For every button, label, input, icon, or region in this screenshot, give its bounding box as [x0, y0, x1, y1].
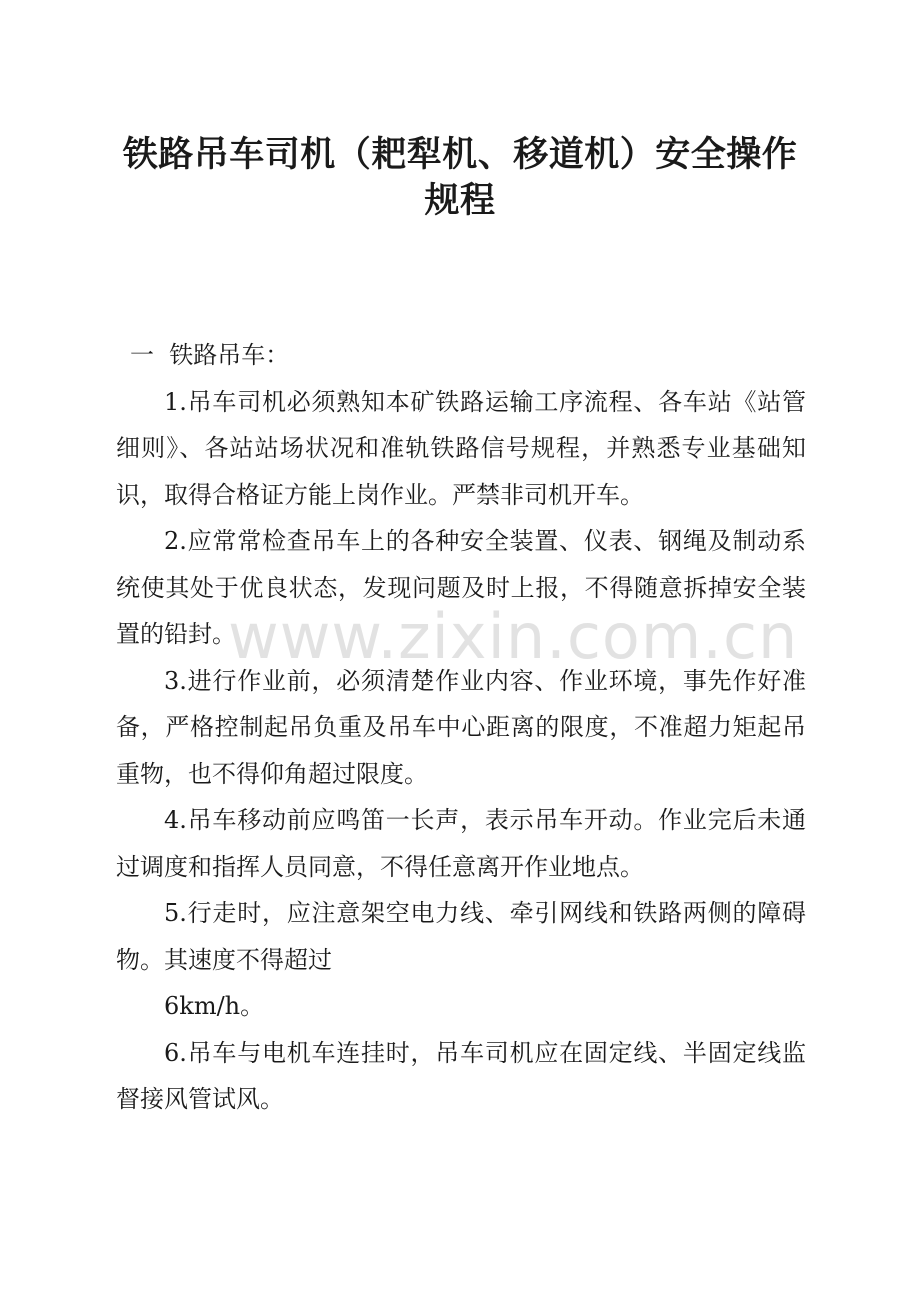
- watermark: www.zixin.com.cn: [228, 600, 799, 673]
- section-heading: 一 铁路吊车：: [130, 341, 290, 369]
- paragraph-3: 3.进行作业前，必须清楚作业内容、作业环境，事先作好准备，严格控制起吊负重及吊车中心距离的限度，不准超力矩起吊重物，也不得仰角超过限度。: [116, 666, 806, 788]
- document-body: [116, 332, 806, 1123]
- paragraph-4: 4.吊车移动前应鸣笛一长声，表示吊车开动。作业完后未通过调度和指挥人员同意，不得任意离开作业地点。: [116, 806, 806, 881]
- paragraph-1: 1.吊车司机必须熟知本矿铁路运输工序流程、各车站《站管细则》、各站站场状况和准轨铁路信号规程，并熟悉专业基础知识，取得合格证方能上岗作业。严禁非司机开车。: [116, 387, 806, 509]
- document-title: 铁路吊车司机（耙犁机、移道机）安全操作规程: [122, 135, 798, 221]
- paragraph-5: 5.行走时，应注意架空电力线、牵引网线和铁路两侧的障碍物。其速度不得超过: [116, 899, 806, 974]
- paragraph-5-continuation: 6km/h。: [164, 992, 265, 1020]
- paragraph-6: 6.吊车与电机车连挂时，吊车司机应在固定线、半固定线监督接风管试风。: [116, 1038, 806, 1113]
- paragraph-2: 2.应常常检查吊车上的各种安全装置、仪表、钢绳及制动系统使其处于优良状态，发现问题及时上报，不得随意拆掉安全装置的铅封。: [116, 527, 806, 648]
